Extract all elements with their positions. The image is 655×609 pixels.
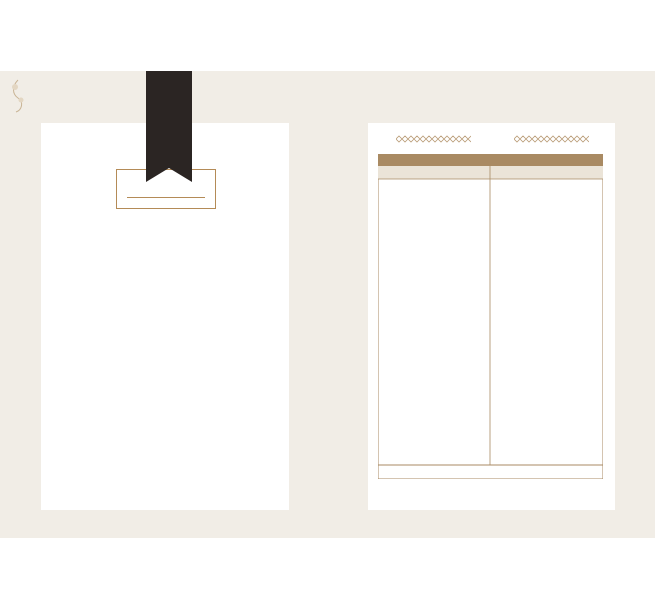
zigzag-ornament-left — [396, 135, 471, 143]
asset-ledger-table — [378, 154, 603, 479]
title-underline — [127, 197, 205, 198]
section-tab — [146, 71, 192, 168]
exercise-heading — [368, 133, 615, 145]
right-page-card — [368, 123, 615, 510]
zigzag-ornament-right — [514, 135, 589, 143]
running-header-right — [615, 93, 619, 101]
floral-ornament — [8, 78, 28, 114]
running-header-left — [36, 93, 40, 101]
